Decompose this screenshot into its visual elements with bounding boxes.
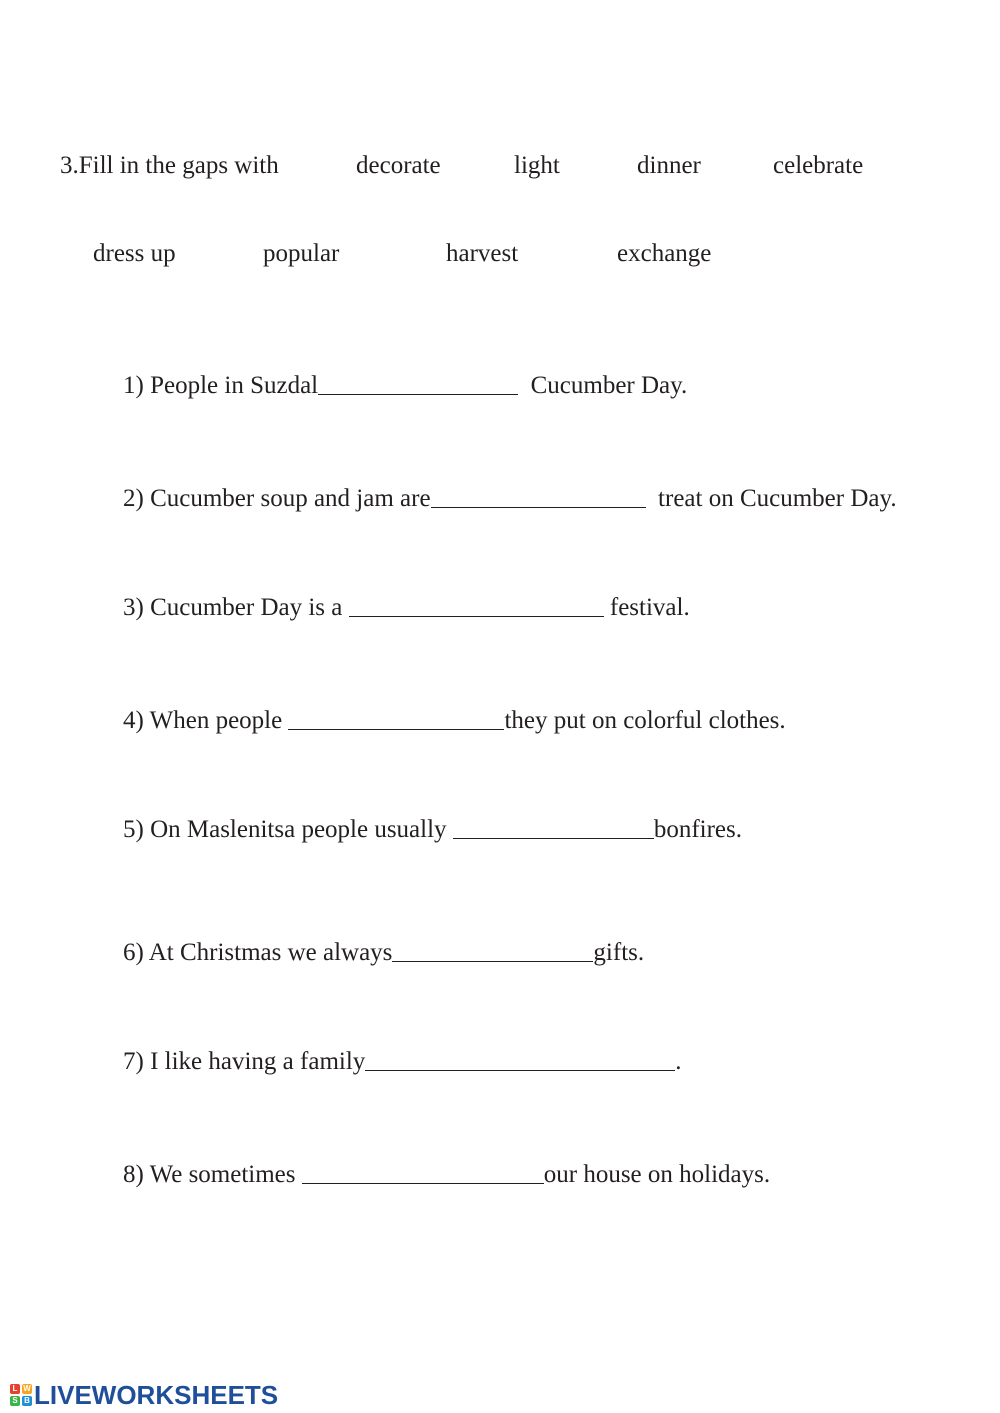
sentence-2 (98, 461, 897, 536)
sentence-2-blank[interactable] (431, 506, 646, 508)
sentence-1 (98, 348, 687, 423)
sentence-7 (98, 1024, 682, 1099)
sentence-2-before: 2) Cucumber soup and jam are (123, 485, 431, 512)
sentence-3-after: festival. (603, 594, 690, 621)
sentence-5-after: bonfires. (653, 816, 742, 843)
word-bank-dress-up: dress up (93, 240, 176, 267)
word-bank-harvest: harvest (446, 240, 519, 267)
logo-tile-3: S (10, 1396, 20, 1406)
word-bank-decorate: decorate (356, 152, 441, 179)
liveworksheets-logo-icon (10, 1384, 32, 1406)
sentence-6 (98, 915, 644, 990)
sentence-1-after: Cucumber Day. (518, 372, 688, 399)
word-bank-dinner: dinner (637, 152, 701, 179)
sentence-7-after: . (675, 1048, 682, 1075)
sentence-4-after: they put on colorful clothes. (504, 707, 786, 734)
word-bank-popular: popular (263, 240, 340, 267)
sentence-5-before: 5) On Maslenitsa people usually (123, 816, 453, 843)
sentence-8 (98, 1137, 770, 1212)
sentence-8-blank[interactable] (302, 1182, 544, 1184)
logo-tile-2: W (23, 1384, 31, 1393)
sentence-6-after: gifts. (593, 939, 645, 966)
instruction-text: 3.Fill in the gaps with (60, 152, 279, 179)
sentence-2-after: treat on Cucumber Day. (645, 485, 897, 512)
sentence-5 (98, 792, 742, 867)
word-bank-celebrate: celebrate (773, 152, 864, 179)
sentence-6-before: 6) At Christmas we always (123, 939, 393, 966)
sentence-3-blank[interactable] (349, 615, 604, 617)
sentence-3-before: 3) Cucumber Day is a (123, 594, 349, 621)
sentence-4-blank[interactable] (288, 728, 504, 730)
logo-tile-1: L (10, 1384, 20, 1394)
sentence-3 (98, 570, 690, 645)
logo-tile-4: B (22, 1396, 32, 1406)
sentence-8-before: 8) We sometimes (123, 1161, 302, 1188)
sentence-8-after: our house on holidays. (543, 1161, 771, 1188)
sentence-4-before: 4) When people (123, 707, 289, 734)
sentence-5-blank[interactable] (453, 837, 654, 839)
liveworksheets-logo[interactable] (10, 1379, 279, 1410)
sentence-1-before: 1) People in Suzdal (123, 372, 319, 399)
sentence-7-blank[interactable] (365, 1069, 675, 1071)
sentence-7-before: 7) I like having a family (123, 1048, 366, 1075)
sentence-4 (98, 683, 786, 758)
liveworksheets-brand-text: LIVEWORKSHEETS (34, 1379, 279, 1410)
sentence-1-blank[interactable] (318, 393, 518, 395)
word-bank-exchange: exchange (617, 240, 712, 267)
word-bank-light: light (514, 152, 560, 179)
sentence-6-blank[interactable] (392, 960, 593, 962)
